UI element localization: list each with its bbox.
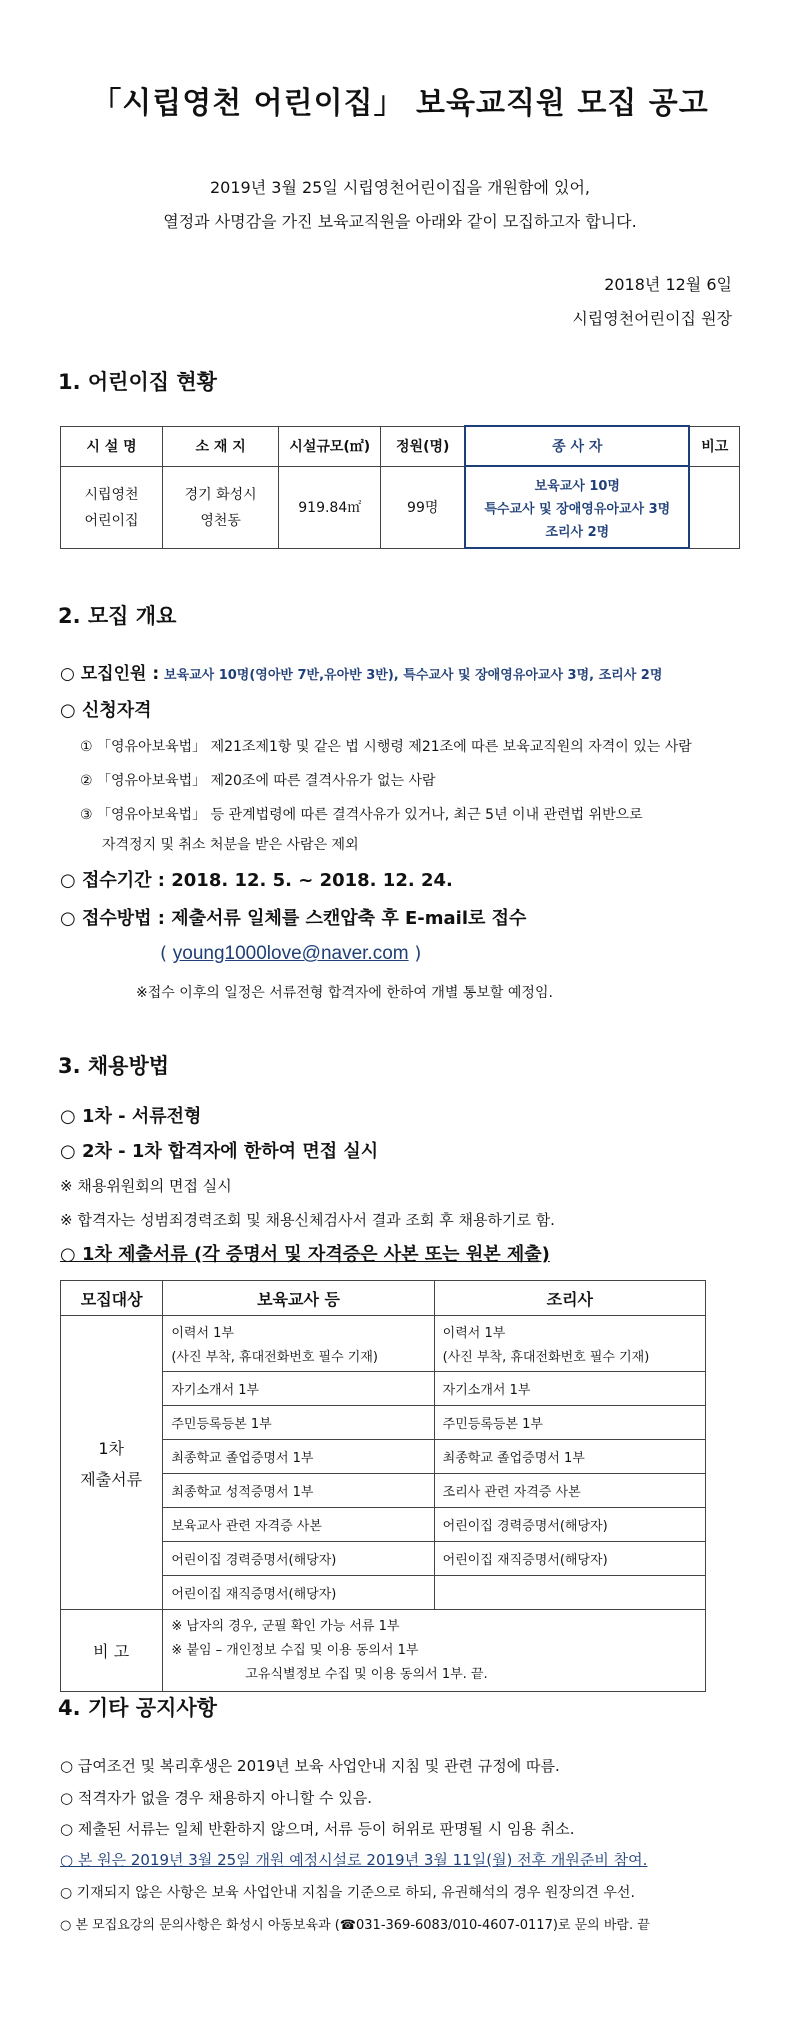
notice-item: ○ 적격자가 없을 경우 채용하지 아니할 수 있음. — [60, 1789, 373, 1807]
cell-capacity: 99명 — [381, 466, 465, 548]
teacher-doc: 최종학교 졸업증명서 1부 — [163, 1440, 434, 1474]
note-interview: ※ 채용위원회의 면접 실시 — [60, 1177, 232, 1195]
qualification-3: ③ 「영유아보육법」 등 관계법령에 따른 결격사유가 있거나, 최근 5년 이내 관련법 위반으로 — [80, 807, 643, 823]
header-capacity: 정원(명) — [381, 426, 465, 466]
cook-doc: 조리사 관련 자격증 사본 — [434, 1474, 705, 1508]
section-2-heading: 2. 모집 개요 — [58, 604, 177, 628]
qualification-3-cont: 자격정지 및 취소 처분을 받은 사람은 제외 — [102, 837, 359, 853]
email-link[interactable]: young1000love@naver.com — [172, 943, 409, 964]
header-facility-name: 시 설 명 — [61, 426, 163, 466]
documents-table — [60, 1280, 706, 1692]
remark-label: 비 고 — [61, 1610, 163, 1692]
cook-doc: 이력서 1부 (사진 부착, 휴대전화번호 필수 기재) — [434, 1316, 705, 1372]
cook-doc: 어린이집 재직증명서(해당자) — [434, 1542, 705, 1576]
facility-table — [60, 425, 740, 549]
remark-content: ※ 남자의 경우, 군필 확인 가능 서류 1부 ※ 붙임 – 개인정보 수집 및 이용 동의서 1부 고유식별정보 수집 및 이용 동의서 1부. 끝. — [163, 1610, 706, 1692]
note-hiring: ※ 합격자는 성범죄경력조회 및 채용신체검사서 결과 조회 후 채용하기로 함. — [60, 1211, 555, 1229]
recruit-line — [60, 659, 662, 684]
notice-item: ○ 기재되지 않은 사항은 보육 사업안내 지침을 기준으로 하되, 유권해석의 경우 원장의견 우선. — [60, 1885, 635, 1901]
cell-note — [689, 466, 739, 548]
recruit-value: 보육교사 10명(영아반 7반,유아반 3반), 특수교사 및 장애영유아교사 3명, 조리사 2명 — [163, 668, 663, 683]
notice-item-highlight: ○ 본 원은 2019년 3월 25일 개원 예정시설로 2019년 3월 11일(월) 전후 개원준비 참여. — [60, 1851, 648, 1869]
notice-item: ○ 본 모집요강의 문의사항은 화성시 아동보육과 (☎031-369-6083/010-4607-0117)로 문의 바람. 끝 — [60, 1918, 650, 1933]
cell-staff: 보육교사 10명 특수교사 및 장애영유아교사 3명 조리사 2명 — [465, 466, 689, 548]
teacher-doc: 최종학교 성적증명서 1부 — [163, 1474, 434, 1508]
header-staff: 종 사 자 — [465, 426, 689, 466]
announcement-date: 2018년 12월 6일 — [604, 275, 732, 294]
reception-period: ○ 접수기간 : 2018. 12. 5. ~ 2018. 12. 24. — [60, 870, 453, 891]
teacher-doc: 자기소개서 1부 — [163, 1372, 434, 1406]
header-note: 비고 — [689, 426, 739, 466]
cook-doc: 최종학교 졸업증명서 1부 — [434, 1440, 705, 1474]
cell-size: 919.84㎡ — [279, 466, 381, 548]
cook-doc — [434, 1576, 705, 1610]
teacher-doc: 이력서 1부 (사진 부착, 휴대전화번호 필수 기재) — [163, 1316, 434, 1372]
notice-item: ○ 제출된 서류는 일체 반환하지 않으며, 서류 등이 허위로 판명될 시 임용 취소. — [60, 1820, 575, 1838]
stage-2: ○ 2차 - 1차 합격자에 한하여 면접 실시 — [60, 1141, 379, 1162]
teacher-doc: 어린이집 경력증명서(해당자) — [163, 1542, 434, 1576]
recruit-label: ○ 모집인원 : — [60, 664, 160, 684]
header-target: 모집대상 — [61, 1281, 163, 1316]
section-4-heading: 4. 기타 공지사항 — [58, 1696, 217, 1720]
header-cook: 조리사 — [434, 1281, 705, 1316]
section-3-heading: 3. 채용방법 — [58, 1054, 170, 1078]
teacher-doc: 주민등록등본 1부 — [163, 1406, 434, 1440]
page-title: 「시립영천 어린이집」 보육교직원 모집 공고 — [91, 86, 709, 121]
header-size: 시설규모(㎡) — [279, 426, 381, 466]
notice-item: ○ 급여조건 및 복리후생은 2019년 보육 사업안내 지침 및 관련 규정에 따름. — [60, 1757, 560, 1775]
stage-1: ○ 1차 - 서류전형 — [60, 1106, 202, 1127]
intro-line-1: 2019년 3월 25일 시립영천어린이집을 개원함에 있어, — [210, 178, 590, 197]
documents-title: ○ 1차 제출서류 (각 증명서 및 자격증은 사본 또는 원본 제출) — [60, 1244, 550, 1265]
teacher-doc: 보육교사 관련 자격증 사본 — [163, 1508, 434, 1542]
group-label: 1차 제출서류 — [61, 1316, 163, 1610]
reception-method: ○ 접수방법 : 제출서류 일체를 스캔압축 후 E-mail로 접수 — [60, 908, 527, 929]
signer: 시립영천어린이집 원장 — [572, 309, 732, 328]
header-teacher: 보육교사 등 — [163, 1281, 434, 1316]
section-1-heading: 1. 어린이집 현황 — [58, 370, 217, 394]
cook-doc: 주민등록등본 1부 — [434, 1406, 705, 1440]
qualification-1: ① 「영유아보육법」 제21조제1항 및 같은 법 시행령 제21조에 따른 보육교직원의 자격이 있는 사람 — [80, 739, 692, 755]
intro-line-2: 열정과 사명감을 가진 보육교직원을 아래와 같이 모집하고자 합니다. — [163, 212, 637, 231]
cook-doc: 자기소개서 1부 — [434, 1372, 705, 1406]
cell-facility-name: 시립영천 어린이집 — [61, 466, 163, 548]
qualification-2: ② 「영유아보육법」 제20조에 따른 결격사유가 없는 사람 — [80, 773, 436, 789]
cook-doc: 어린이집 경력증명서(해당자) — [434, 1508, 705, 1542]
qualification-label: ○ 신청자격 — [60, 700, 152, 721]
schedule-notice: ※접수 이후의 일정은 서류전형 합격자에 한하여 개별 통보할 예정임. — [136, 985, 553, 1001]
header-location: 소 재 지 — [163, 426, 279, 466]
teacher-doc: 어린이집 재직증명서(해당자) — [163, 1576, 434, 1610]
cell-location: 경기 화성시 영천동 — [163, 466, 279, 548]
email-line: ( young1000love@naver.com ) — [160, 943, 422, 964]
